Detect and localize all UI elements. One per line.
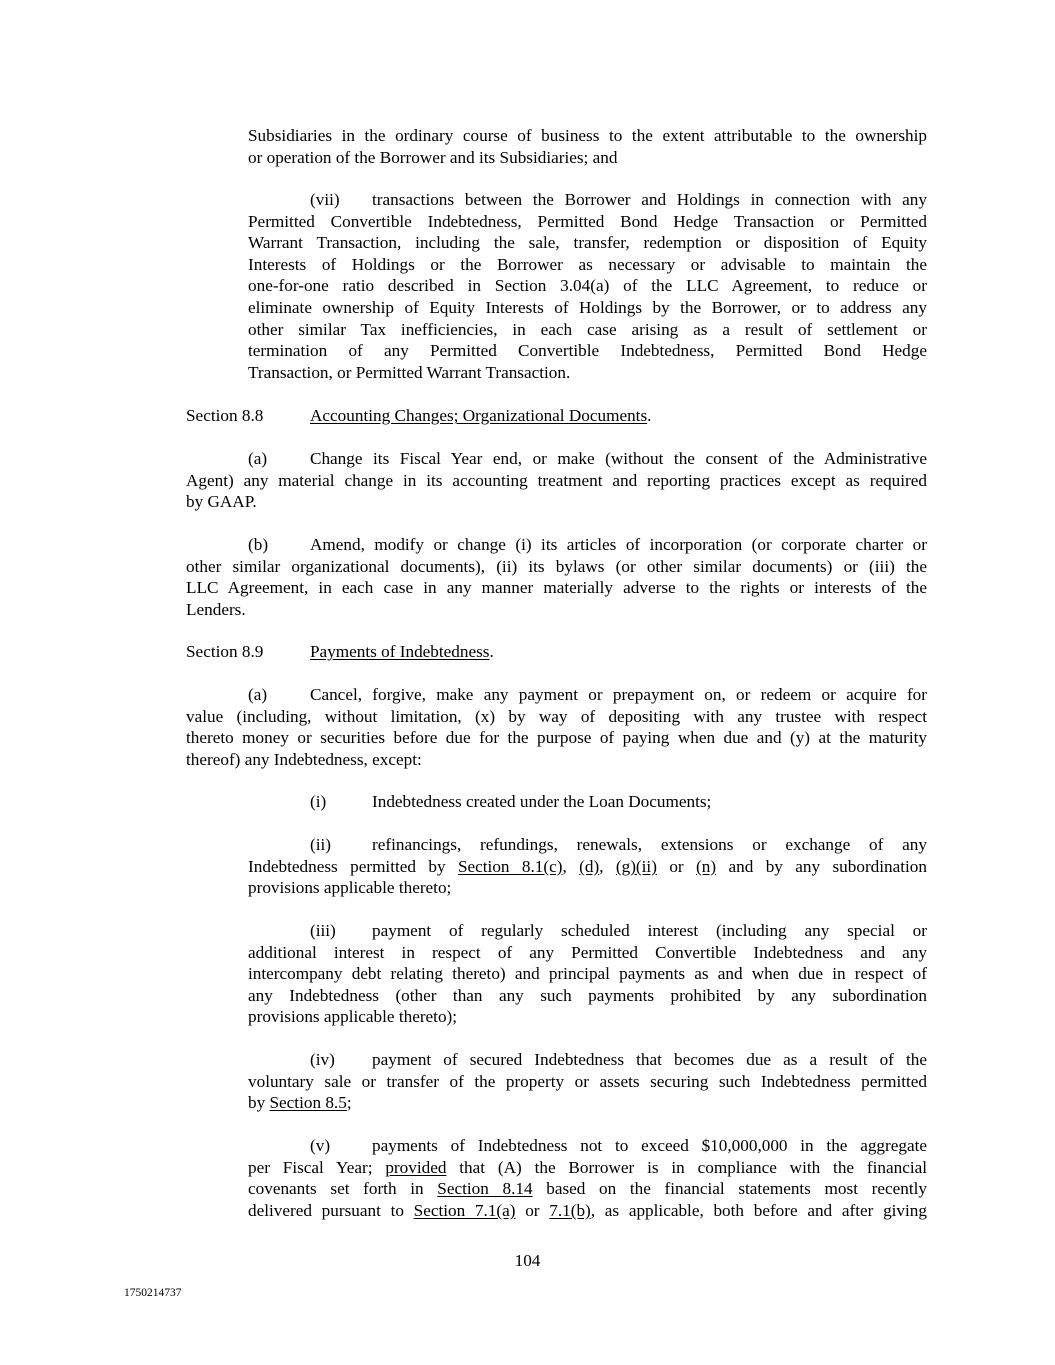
text-line: thereto money or securities before due for the purpose of paying when due and (y) at the maturity — [186, 728, 927, 748]
text-fragment: payment of secured Indebtedness that becomes due as a result of the — [372, 1050, 927, 1069]
cross-reference-link[interactable]: Section 8.14 — [437, 1179, 533, 1199]
heading-period: . — [489, 642, 494, 661]
page-number: 104 — [514, 1251, 541, 1270]
item-iii-paragraph — [248, 920, 927, 1028]
text-line: eliminate ownership of Equity Interests of Holdings by the Borrower, or to address any — [248, 297, 927, 317]
text-line: Lenders. — [186, 599, 246, 619]
text-line: by GAAP. — [186, 492, 257, 512]
text-line — [248, 1135, 927, 1157]
document-id: 1750214737 — [124, 1287, 182, 1299]
section-label: Section 8.9 — [186, 642, 264, 661]
text-line — [248, 920, 927, 942]
text-line — [186, 534, 927, 556]
text-fragment: payment of regularly scheduled interest (including any special or — [372, 921, 927, 940]
text-fragment: and by any subordination — [716, 856, 927, 876]
section-8-9-para-a — [186, 684, 927, 770]
text-line: other similar Tax inefficiencies, in each case arising as a result of settlement or — [248, 319, 927, 339]
cross-reference-link[interactable]: (g)(ii) — [615, 856, 657, 876]
cross-reference-link[interactable]: Section 7.1(a) — [413, 1200, 516, 1220]
section-title: Payments of Indebtedness — [310, 642, 490, 661]
text-line: Permitted Convertible Indebtedness, Permitted Bond Hedge Transaction or Permitted — [248, 211, 927, 231]
item-number: (v) — [310, 1136, 331, 1155]
text-fragment: by — [248, 1093, 270, 1113]
text-line — [248, 1157, 927, 1179]
text-line: Indebtedness permitted by Section 8.1(c), (d), (g)(ii) or (n) and by any subordination — [248, 856, 927, 876]
cross-reference-link[interactable]: (d) — [579, 856, 600, 876]
text-line: voluntary sale or transfer of the property or assets securing such Indebtedness permitted — [248, 1071, 927, 1091]
text-line: any Indebtedness (other than any such payments prohibited by any subordination — [248, 985, 927, 1005]
cross-reference-link[interactable]: 7.1(b) — [549, 1200, 591, 1220]
text-fragment: Indebtedness permitted by — [248, 856, 458, 876]
item-vii-paragraph — [248, 189, 927, 383]
section-label: Section 8.8 — [186, 406, 264, 425]
section-8-8-para-a — [186, 448, 927, 513]
text-line — [248, 1049, 927, 1071]
text-line: Agent) any material change in its accounting treatment and reporting practices except as required — [186, 470, 927, 490]
text-line: provisions applicable thereto; — [248, 878, 452, 898]
text-line: provisions applicable thereto); — [248, 1007, 458, 1027]
text-fragment: , as applicable, both before and after giving — [590, 1200, 927, 1220]
section-title: Accounting Changes; Organizational Documents — [310, 406, 648, 425]
section-8-8-heading — [186, 405, 651, 427]
text-fragment: Cancel, forgive, make any payment or prepayment on, or redeem or acquire for — [310, 685, 927, 704]
text-fragment: Amend, modify or change (i) its articles of incorporation (or corporate charter or — [310, 535, 927, 554]
item-ii-paragraph — [248, 834, 927, 899]
text-fragment: transactions between the Borrower and Holdings in connection with any — [372, 190, 927, 209]
text-line — [248, 791, 927, 813]
text-line — [248, 189, 927, 211]
item-i-paragraph — [248, 791, 927, 813]
cross-reference-link[interactable]: Section 8.5 — [269, 1093, 347, 1113]
item-number: (i) — [310, 792, 327, 811]
text-fragment: based on the financial statements most recently — [532, 1179, 927, 1199]
cross-reference-link[interactable]: (n) — [696, 856, 717, 876]
text-line — [248, 834, 927, 856]
item-number: (a) — [248, 449, 268, 468]
item-number: (vii) — [310, 190, 340, 209]
text-line — [186, 684, 927, 706]
section-8-8-para-b — [186, 534, 927, 620]
text-line: LLC Agreement, in each case in any manner materially adverse to the rights or interests of the — [186, 578, 927, 598]
heading-period: . — [647, 406, 652, 425]
text-line — [248, 1178, 927, 1200]
text-fragment: payments of Indebtedness not to exceed $10,000,000 in the aggregate — [372, 1136, 927, 1155]
text-line: Subsidiaries in the ordinary course of business to the extent attributable to the ownership — [248, 126, 927, 145]
text-line: other similar organizational documents), (ii) its bylaws (or other similar documents) or (iii) the — [186, 556, 927, 576]
text-fragment: ; — [346, 1093, 352, 1113]
item-number: (iv) — [310, 1050, 335, 1069]
item-iv-paragraph — [248, 1049, 927, 1114]
text-line: termination of any Permitted Convertible Indebtedness, Permitted Bond Hedge — [248, 341, 927, 361]
text-fragment: covenants set forth in — [248, 1179, 438, 1199]
item-number: (ii) — [310, 835, 331, 854]
item-number: (b) — [248, 535, 269, 554]
text-line: Interests of Holdings or the Borrower as necessary or advisable to maintain the — [248, 254, 927, 274]
defined-term-provided: provided — [385, 1157, 447, 1177]
item-v-paragraph — [248, 1135, 927, 1221]
text-line — [186, 448, 927, 470]
text-line: Transaction, or Permitted Warrant Transaction. — [248, 362, 571, 382]
text-line — [248, 1092, 927, 1114]
text-line: intercompany debt relating thereto) and principal payments as and when due in respect of — [248, 964, 927, 984]
text-fragment: or — [515, 1200, 550, 1220]
text-fragment: delivered pursuant to — [248, 1200, 414, 1220]
text-fragment: refinancings, refundings, renewals, extensions or exchange of any — [372, 835, 927, 854]
text-line — [248, 1200, 927, 1222]
section-8-9-heading — [186, 641, 494, 663]
item-number: (a) — [248, 685, 268, 704]
text-line: thereof) any Indebtedness, except: — [186, 749, 422, 769]
text-fragment: per Fiscal Year; — [248, 1157, 386, 1177]
text-fragment: Change its Fiscal Year end, or make (without the consent of the Administrative — [310, 449, 927, 468]
item-number: (iii) — [310, 921, 336, 940]
text-fragment: that (A) the Borrower is in compliance with the financial — [446, 1157, 928, 1177]
cross-reference-link[interactable]: Section 8.1(c) — [457, 856, 563, 876]
text-line: one-for-one ratio described in Section 3.04(a) of the LLC Agreement, to reduce or — [248, 276, 927, 296]
text-line: value (including, without limitation, (x) by way of depositing with any trustee with respect — [186, 706, 927, 726]
text-line: or operation of the Borrower and its Subsidiaries; and — [248, 147, 618, 167]
text-line: Warrant Transaction, including the sale, transfer, redemption or disposition of Equity — [248, 233, 927, 253]
text-fragment: Indebtedness created under the Loan Documents; — [372, 792, 712, 811]
text-line: additional interest in respect of any Permitted Convertible Indebtedness and any — [248, 942, 927, 962]
carryover-paragraph — [248, 125, 927, 168]
